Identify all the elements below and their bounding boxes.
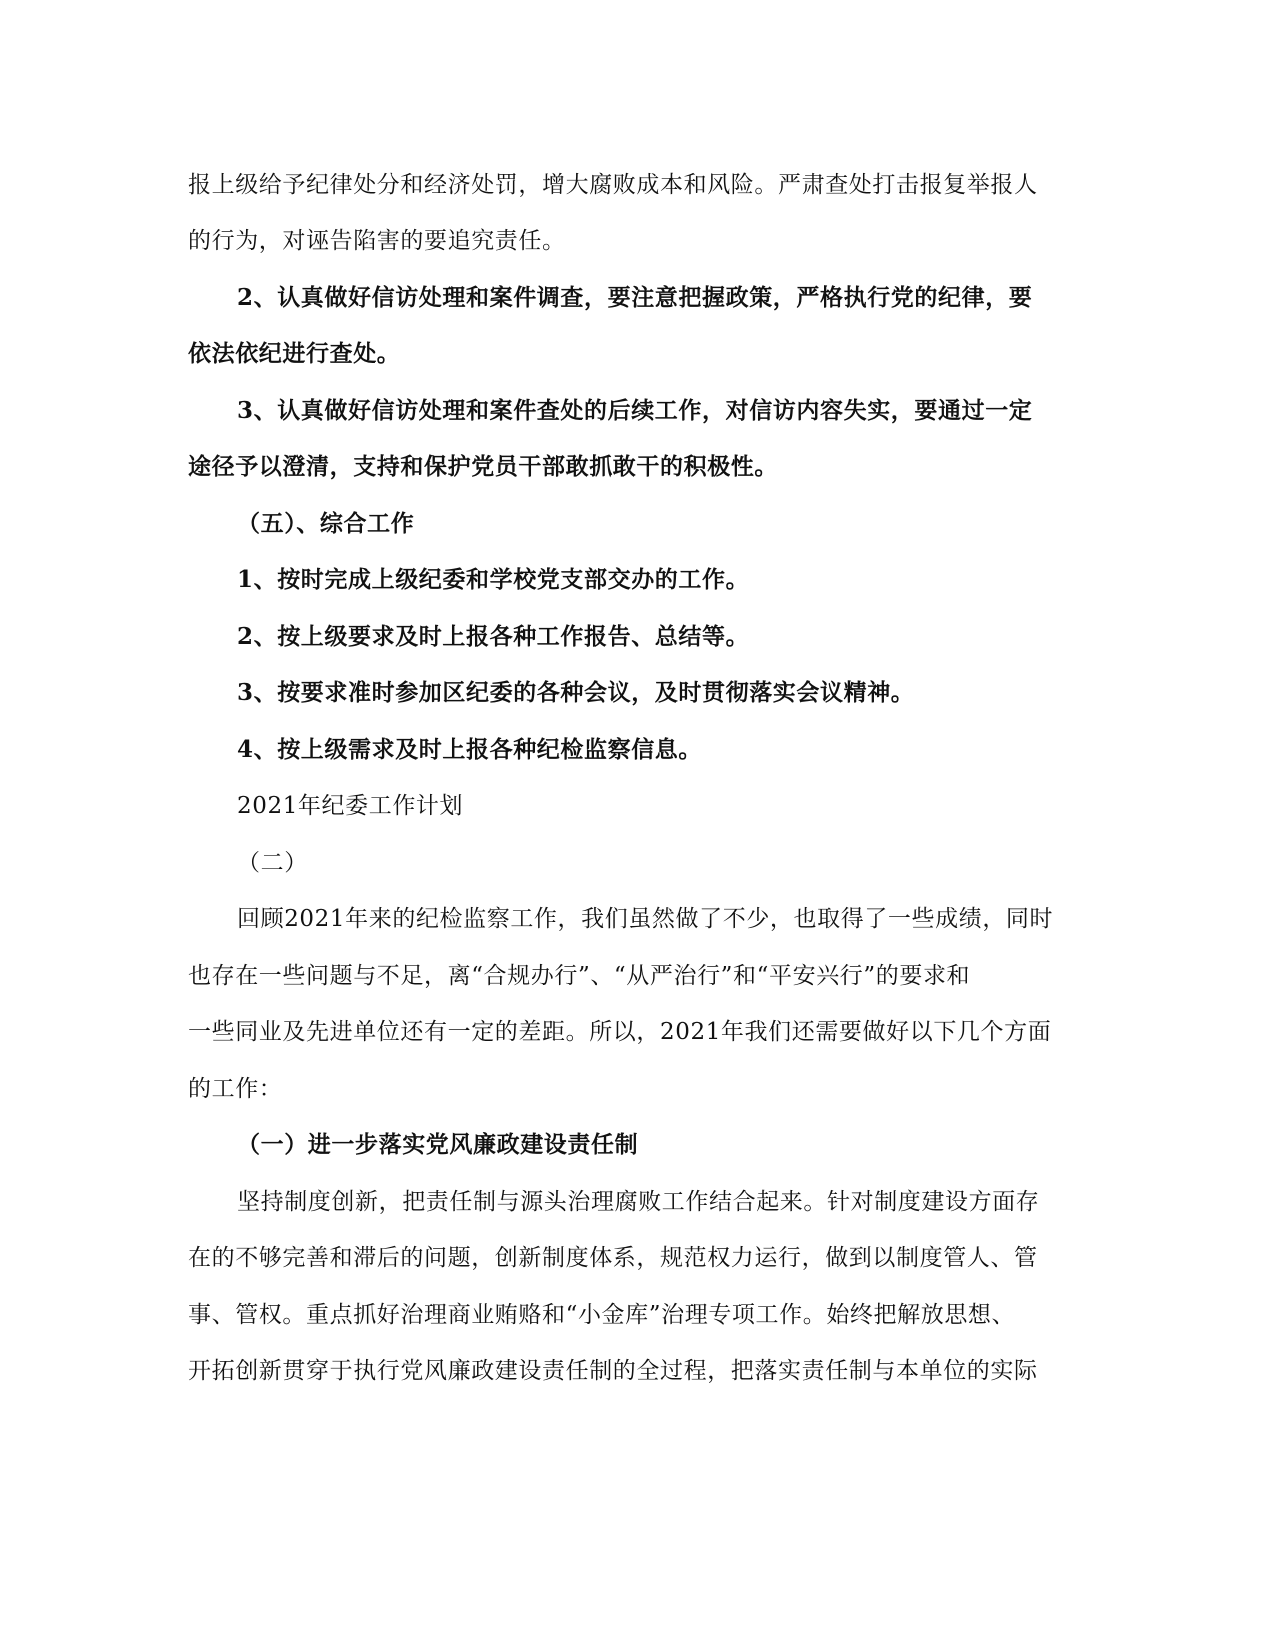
paragraph-line: 开拓创新贯穿于执行党风廉政建设责任制的全过程，把落实责任制与本单位的实际 — [188, 1358, 1038, 1384]
paragraph-line: 的行为，对诬告陷害的要追究责任。 — [188, 228, 566, 254]
paragraph-line: 坚持制度创新，把责任制与源头治理腐败工作结合起来。针对制度建设方面存 — [237, 1189, 1040, 1215]
paragraph-line: 也存在一些问题与不足，离“合规办行”、“从严治行”和“平安兴行”的要求和 — [188, 963, 971, 989]
document-subtitle: （二） — [237, 850, 308, 876]
paragraph-line: 2、认真做好信访处理和案件调查，要注意把握政策，严格执行党的纪律，要 — [237, 284, 1033, 311]
paragraph-line: 报上级给予纪律处分和经济处罚，增大腐败成本和风险。严肃查处打击报复举报人 — [188, 172, 1038, 198]
list-item: 3、按要求准时参加区纪委的各种会议，及时贯彻落实会议精神。 — [237, 679, 915, 706]
document-title: 2021年纪委工作计划 — [237, 793, 464, 819]
section-heading: （一）进一步落实党风廉政建设责任制 — [237, 1131, 639, 1158]
paragraph-line: 回顾2021年来的纪检监察工作，我们虽然做了不少，也取得了一些成绩，同时 — [237, 906, 1054, 932]
paragraph-line: 在的不够完善和滞后的问题，创新制度体系，规范权力运行，做到以制度管人、管 — [188, 1245, 1038, 1271]
paragraph-line: 依法依纪进行查处。 — [188, 340, 401, 367]
list-item: 4、按上级需求及时上报各种纪检监察信息。 — [237, 736, 703, 763]
list-item: 2、按上级要求及时上报各种工作报告、总结等。 — [237, 623, 750, 650]
paragraph-line: 途径予以澄清，支持和保护党员干部敢抓敢干的积极性。 — [188, 453, 778, 480]
list-item: 1、按时完成上级纪委和学校党支部交办的工作。 — [237, 566, 750, 593]
paragraph-line: 事、管权。重点抓好治理商业贿赂和“小金库”治理专项工作。始终把解放思想、 — [188, 1302, 1016, 1328]
paragraph-line: 的工作： — [188, 1076, 283, 1102]
paragraph-line: 一些同业及先进单位还有一定的差距。所以，2021年我们还需要做好以下几个方面 — [188, 1019, 1052, 1045]
section-heading: （五）、综合工作 — [237, 510, 415, 537]
paragraph-line: 3、认真做好信访处理和案件查处的后续工作，对信访内容失实，要通过一定 — [237, 397, 1033, 424]
